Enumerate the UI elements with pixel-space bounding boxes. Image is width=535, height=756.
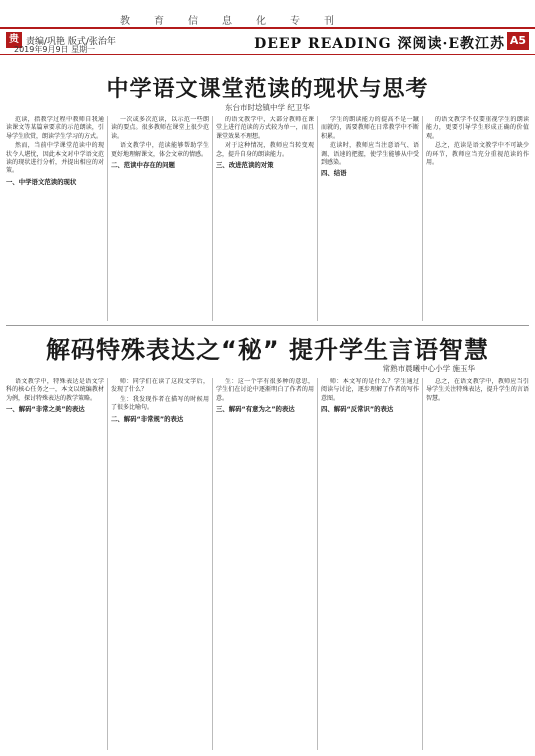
- editor-credit: 责编/巩艳 版式/张治年: [26, 37, 116, 47]
- column-divider: [107, 378, 108, 750]
- subheading: 一、中学语文范读的现状: [6, 177, 77, 186]
- issue-date: 2019年9月9日 星期一: [14, 45, 96, 54]
- masthead-char: 信: [188, 16, 200, 27]
- paragraph: 的语文教学不仅要重视学生的朗读能力，更要引导学生形成正确的价值观。: [426, 116, 529, 140]
- paragraph: 语文教学中，特殊表达是语文学科的核心任务之一，本文以统编教材为例，探讨特殊表达的教学策略。: [6, 378, 104, 402]
- article1-headline: 中学语文课堂范读的现状与思考: [106, 77, 429, 102]
- column-divider: [107, 116, 108, 321]
- column-divider: [212, 116, 213, 321]
- article1-column-5: [426, 116, 529, 321]
- article-separator: [6, 325, 529, 326]
- paragraph: 一次或多次范读，以示范一些朗读的要点。很多教师在课堂上很少范读。: [111, 116, 209, 140]
- subheading: 一、解码“非常之美”的表达: [6, 405, 85, 414]
- column-divider: [422, 116, 423, 321]
- paragraph: 生：我发现作者在描写的时候用了很多比喻句。: [111, 395, 209, 412]
- column-divider: [422, 378, 423, 750]
- article1-column-2: [111, 116, 209, 321]
- subheading: 二、解码“非常规”的表达: [111, 414, 184, 423]
- article2-column-1: [6, 378, 104, 750]
- column-divider: [317, 116, 318, 321]
- logo-icon: 贵: [6, 32, 22, 48]
- paragraph: 语文教学中，范读能够帮助学生更好地理解课文，体会文章的情感。: [111, 142, 209, 158]
- masthead-char: 刊: [324, 16, 336, 27]
- masthead-char: 育: [154, 16, 166, 27]
- masthead-title-chars: [120, 12, 336, 27]
- column-divider: [212, 378, 213, 750]
- subheading: 三、解码“有意为之”的表达: [216, 405, 295, 414]
- paragraph: 师：本文写的是什么？学生通过阅读与讨论，逐步理解了作者的写作意图。: [321, 378, 419, 402]
- article2-headline: 解码特殊表达之“秘” 提升学生言语智慧: [46, 336, 489, 364]
- paragraph: 范读，指教学过程中教师自我通读课文等某篇章要求的示范朗读，引导学生欣赏，朗读学生学习的方式。: [6, 116, 104, 140]
- masthead-char: 息: [222, 16, 234, 27]
- article2-column-4: [321, 378, 419, 750]
- paragraph: 生：这一个字有很多种的意思，学生们在讨论中逐渐明白了作者的用意。: [216, 378, 314, 402]
- subheading: 四、结语: [321, 169, 347, 178]
- masthead-rule: [0, 27, 535, 29]
- paragraph: 对于这种情况，教师应当转变观念，提升自身的朗读能力。: [216, 142, 314, 158]
- article2-column-3: [216, 378, 314, 750]
- masthead-char: 化: [256, 16, 268, 27]
- paragraph: 的语文教学中，大部分教师在课堂上进行范读的方式较为单一，而且课堂效果不理想。: [216, 116, 314, 140]
- article1-column-3: [216, 116, 314, 321]
- masthead-char: 教: [120, 16, 132, 27]
- paragraph: 总之，在语文教学中，教师应当引导学生关注特殊表达，提升学生的言语智慧。: [426, 378, 529, 402]
- paragraph: 范读时，教师应当注意语气、语调、语速的把握，使学生能够从中受到感染。: [321, 142, 419, 167]
- subheading: 二、范读中存在的问题: [111, 161, 175, 170]
- subheading: 三、改进范读的对策: [216, 161, 274, 170]
- article2-byline: 常熟市晨曦中心小学 施玉华: [382, 364, 475, 373]
- paragraph: 学生的朗读能力的提高不是一蹴而就的，需要教师在日常教学中不断积累。: [321, 116, 419, 140]
- section-title: DEEP READING 深阅读·E教江苏: [254, 36, 505, 52]
- header-divider: [0, 54, 535, 55]
- subheading: 四、解码“反常识”的表达: [321, 405, 394, 414]
- paragraph: 然而，当前中学课堂范读中的现状令人堪忧，因此本文对中学语文范读的现状进行分析，并提出相应的对策。: [6, 142, 104, 175]
- masthead-char: 专: [290, 16, 302, 27]
- paragraph: 师：同学们在读了这段文字后，发现了什么？: [111, 378, 209, 394]
- article1-column-4: [321, 116, 419, 321]
- page-number: A5: [507, 32, 529, 50]
- article1-column-1: [6, 116, 104, 321]
- article2-column-5: [426, 378, 529, 750]
- article2-column-2: [111, 378, 209, 750]
- paragraph: 总之，范读是语文教学中不可缺少的环节，教师应当充分重视范读的作用。: [426, 142, 529, 167]
- column-divider: [317, 378, 318, 750]
- masthead-band: [0, 0, 535, 30]
- article1-byline: 东台市时埝镇中学 纪卫华: [225, 103, 310, 112]
